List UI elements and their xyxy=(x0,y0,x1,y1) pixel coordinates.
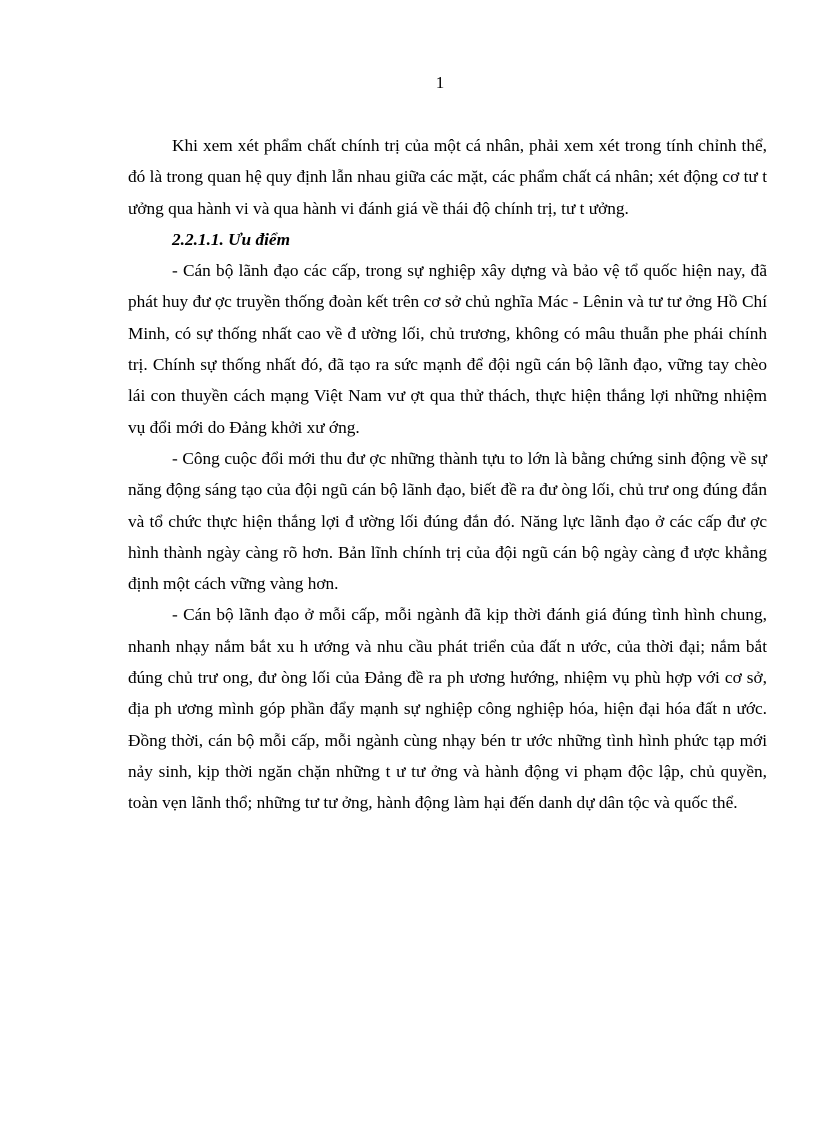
document-body xyxy=(128,130,767,819)
point-paragraph-3: - Cán bộ lãnh đạo ở mỗi cấp, mỗi ngành đã kịp thời đánh giá đúng tình hình chung, nhanh nhạy nắm bắt xu h ướng và nhu cầu phát triển của đất n ước, của thời đại; nắm bắt đúng chủ trư ong, đư òng lối của Đảng đề ra ph ương hướng, nhiệm vụ phù hợp với cơ sở, địa ph ương mình góp phần đẩy mạnh sự nghiệp công nghiệp hóa, hiện đại hóa đất n ước. Đồng thời, cán bộ mỗi cấp, mỗi ngành cùng nhạy bén tr ước những tình hình phức tạp mới nảy sinh, kịp thời ngăn chặn những t ư tư ởng và hành động vi phạm độc lập, chủ quyền, toàn vẹn lãnh thổ; những tư tư ởng, hành động làm hại đến danh dự dân tộc và quốc thể. xyxy=(128,605,767,813)
intro-paragraph: Khi xem xét phẩm chất chính trị của một cá nhân, phải xem xét trong tính chỉnh thể, đó là trong quan hệ quy định lẫn nhau giữa các mặt, các phẩm chất cá nhân; xét động cơ tư t ưởng qua hành vi và qua hành vi đánh giá về thái độ chính trị, tư t ưởng. xyxy=(128,136,767,218)
point-paragraph-1: - Cán bộ lãnh đạo các cấp, trong sự nghiệp xây dựng và bảo vệ tổ quốc hiện nay, đã phát huy đư ợc truyền thống đoàn kết trên cơ sở chủ nghĩa Mác - Lênin và tư tư ởng Hồ Chí Minh, có sự thống nhất cao về đ ường lối, chủ trương, không có mâu thuẫn phe phái chính trị. Chính sự thống nhất đó, đã tạo ra sức mạnh để đội ngũ cán bộ lãnh đạo, vững tay chèo lái con thuyền cách mạng Việt Nam vư ợt qua thử thách, thực hiện thắng lợi những nhiệm vụ đổi mới do Đảng khởi xư ớng. xyxy=(128,261,767,437)
point-paragraph-2: - Công cuộc đổi mới thu đư ợc những thành tựu to lớn là bằng chứng sinh động về sự năng động sáng tạo của đội ngũ cán bộ lãnh đạo, biết đề ra đư òng lối, chủ trư ong đúng đắn và tổ chức thực hiện thắng lợi đ ường lối đúng đắn đó. Năng lực lãnh đạo ở các cấp đư ợc hình thành ngày càng rõ hơn. Bản lĩnh chính trị của đội ngũ cán bộ ngày càng đ ược khẳng định một cách vững vàng hơn. xyxy=(128,448,767,594)
page-number: 1 xyxy=(435,73,445,92)
section-heading: 2.2.1.1. Ưu điểm xyxy=(172,229,291,249)
